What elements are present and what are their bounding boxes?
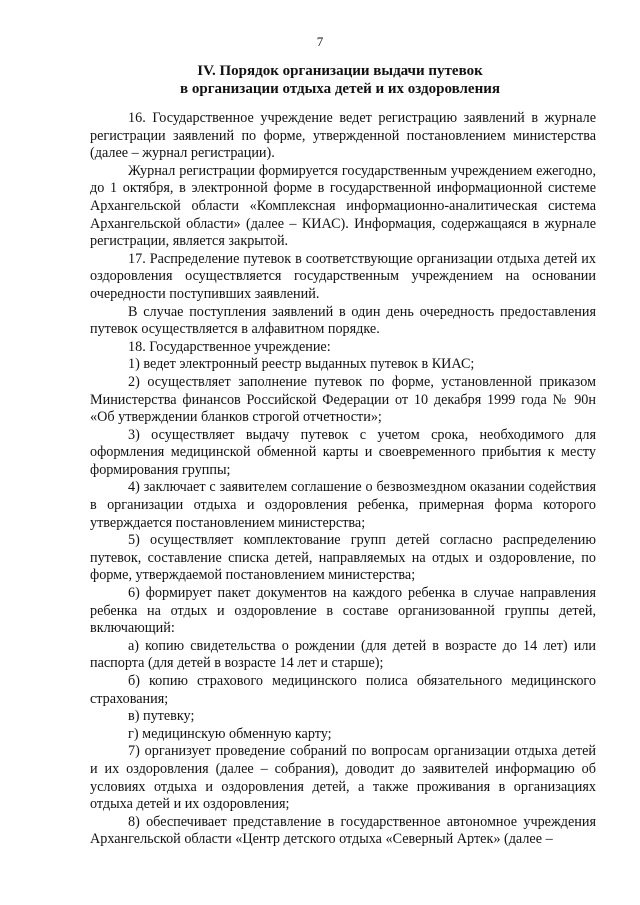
section-heading-line-2: в организации отдыха детей и их оздоровления [180, 81, 500, 97]
sub-item-g: г) медицинскую обменную карту; [128, 725, 332, 742]
list-item-3: 3) осуществляет выдачу путевок с учетом срока, необходимого для оформления медицинской обменной карты и своевременного прибытия к месту формирования группы; [90, 426, 596, 478]
section-heading [80, 62, 600, 98]
page-number: 7 [316, 34, 324, 49]
list-item-6: 6) формирует пакет документов на каждого ребенка в случае направления ребенка на отдых и оздоровление в составе организованной группы детей, включающий: [90, 585, 596, 637]
paragraph-16: 16. Государственное учреждение ведет регистрацию заявлений в журнале регистрации заявлений по форме, утвержденной постановлением министерства (далее – журнал регистрации). [90, 110, 596, 162]
list-item-7: 7) организует проведение собраний по вопросам организации отдыха детей и их оздоровления (далее – собрания), доводит до заявителей информацию об условиях отдыха и оздоровления детей, а также проживания в организациях отдыха детей и их оздоровления; [90, 743, 596, 813]
sub-item-v: в) путевку; [128, 708, 195, 725]
paragraph-18: 18. Государственное учреждение: [128, 338, 331, 355]
list-item-4: 4) заключает с заявителем соглашение о безвозмездном оказании содействия в организации отдыха и оздоровления ребенка, примерная форма которого утверждается постановлением министерства; [90, 479, 596, 531]
sub-item-b: б) копию страхового медицинского полиса обязательного медицинского страхования; [90, 673, 596, 707]
list-item-2: 2) осуществляет заполнение путевок по форме, установленной приказом Министерства финансов Российской Федерации от 10 декабря 1999 года № 90н «Об утверждении бланков строгой отчетности»; [90, 373, 596, 426]
paragraph-journal: Журнал регистрации формируется государственным учреждением ежегодно, до 1 октября, в электронной форме в государственной информационной системе Архангельской области «Комплексная информационно-аналитическая система Архангельской области» (далее – КИАС). Информация, содержащаяся в журнале регистрации, является закрытой. [90, 162, 596, 250]
sub-item-a: а) копию свидетельства о рождении (для детей в возрасте до 14 лет) или паспорта (для детей в возрасте 14 лет и старше); [90, 637, 596, 672]
section-heading-line-1: IV. Порядок организации выдачи путевок [197, 63, 483, 79]
list-item-5: 5) осуществляет комплектование групп детей согласно распределению путевок, составление списка детей, направляемых на отдых и оздоровление, по форме, утверждаемой постановлением министерства; [90, 532, 596, 584]
list-item-1: 1) ведет электронный реестр выданных путевок в КИАС; [128, 356, 475, 373]
list-item-8: 8) обеспечивает представление в государственное автономное учреждения Архангельской области «Центр детского отдыха «Северный Артек» (далее – [90, 813, 596, 848]
paragraph-17: 17. Распределение путевок в соответствующие организации отдыха детей их оздоровления осуществляется государственным учреждением на основании очередности поступивших заявлений. [90, 250, 596, 302]
document-body [90, 110, 596, 849]
paragraph-alphabetical-order: В случае поступления заявлений в один день очередность предоставления путевок осуществляется в алфавитном порядке. [90, 303, 596, 338]
